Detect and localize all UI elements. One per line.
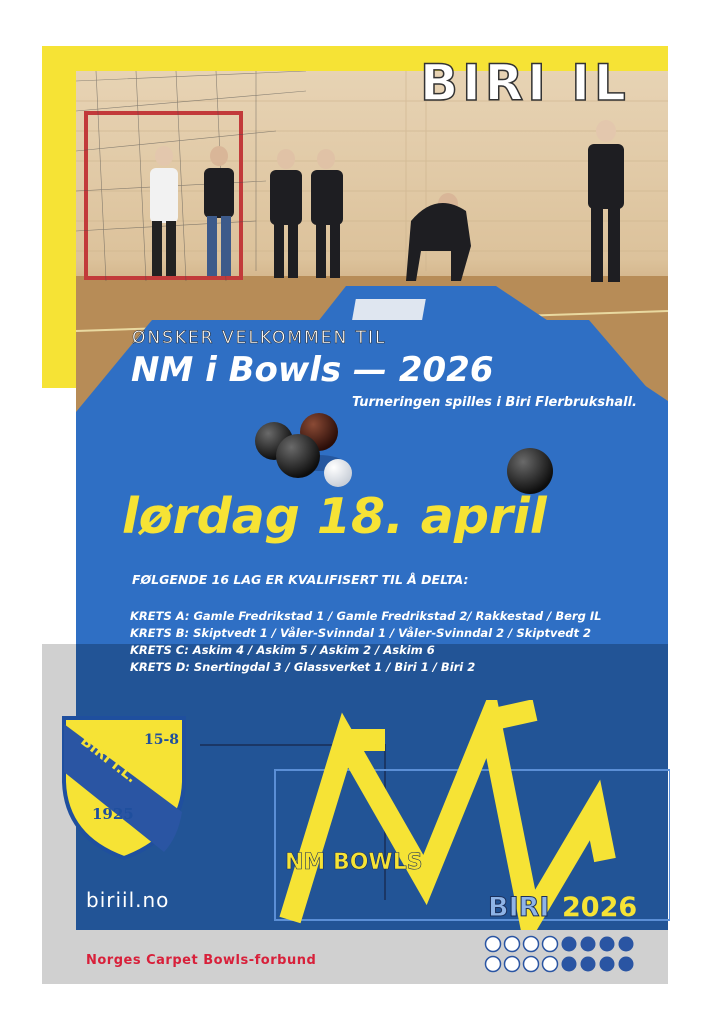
federation-name: Norges Carpet Bowls-forbund xyxy=(86,953,317,968)
welcome-greeting: ØNSKER VELKOMMEN TIL xyxy=(132,328,387,348)
jack-ball xyxy=(324,459,352,487)
nm-year: 2026 xyxy=(562,892,638,923)
club-badge xyxy=(60,712,188,862)
badge-year: 1925 xyxy=(92,805,134,823)
teams-line-krets-d: KRETS D: Snertingdal 3 / Glassverket 1 / Biri 1 / Biri 2 xyxy=(130,660,476,674)
club-name-header: BIRI IL xyxy=(420,54,630,112)
nm-place: BIRI xyxy=(488,892,550,923)
dots-decoration xyxy=(484,935,640,975)
event-subtitle: Turneringen spilles i Biri Flerbrukshall. xyxy=(352,395,637,410)
event-date: lørdag 18. april xyxy=(122,488,547,545)
event-title: NM i Bowls — 2026 xyxy=(131,350,494,390)
badge-name: BIRI I.L. xyxy=(77,731,141,787)
badge-code: 15-8 xyxy=(144,732,180,748)
teams-line-krets-a: KRETS A: Gamle Fredrikstad 1 / Gamle Fredrikstad 2/ Rakkestad / Berg IL xyxy=(130,609,602,623)
nm-bowls-label: NM BOWLS xyxy=(285,850,423,875)
teams-line-krets-c: KRETS C: Askim 4 / Askim 5 / Askim 2 / Askim 6 xyxy=(130,643,435,657)
black-bowl xyxy=(276,434,320,478)
website-url[interactable]: biriil.no xyxy=(86,888,170,912)
teams-heading: FØLGENDE 16 LAG ER KVALIFISERT TIL Å DELTA: xyxy=(132,572,469,587)
players xyxy=(150,120,624,282)
teams-line-krets-b: KRETS B: Skiptvedt 1 / Våler-Svinndal 1 / Våler-Svinndal 2 / Skiptvedt 2 xyxy=(130,626,591,640)
